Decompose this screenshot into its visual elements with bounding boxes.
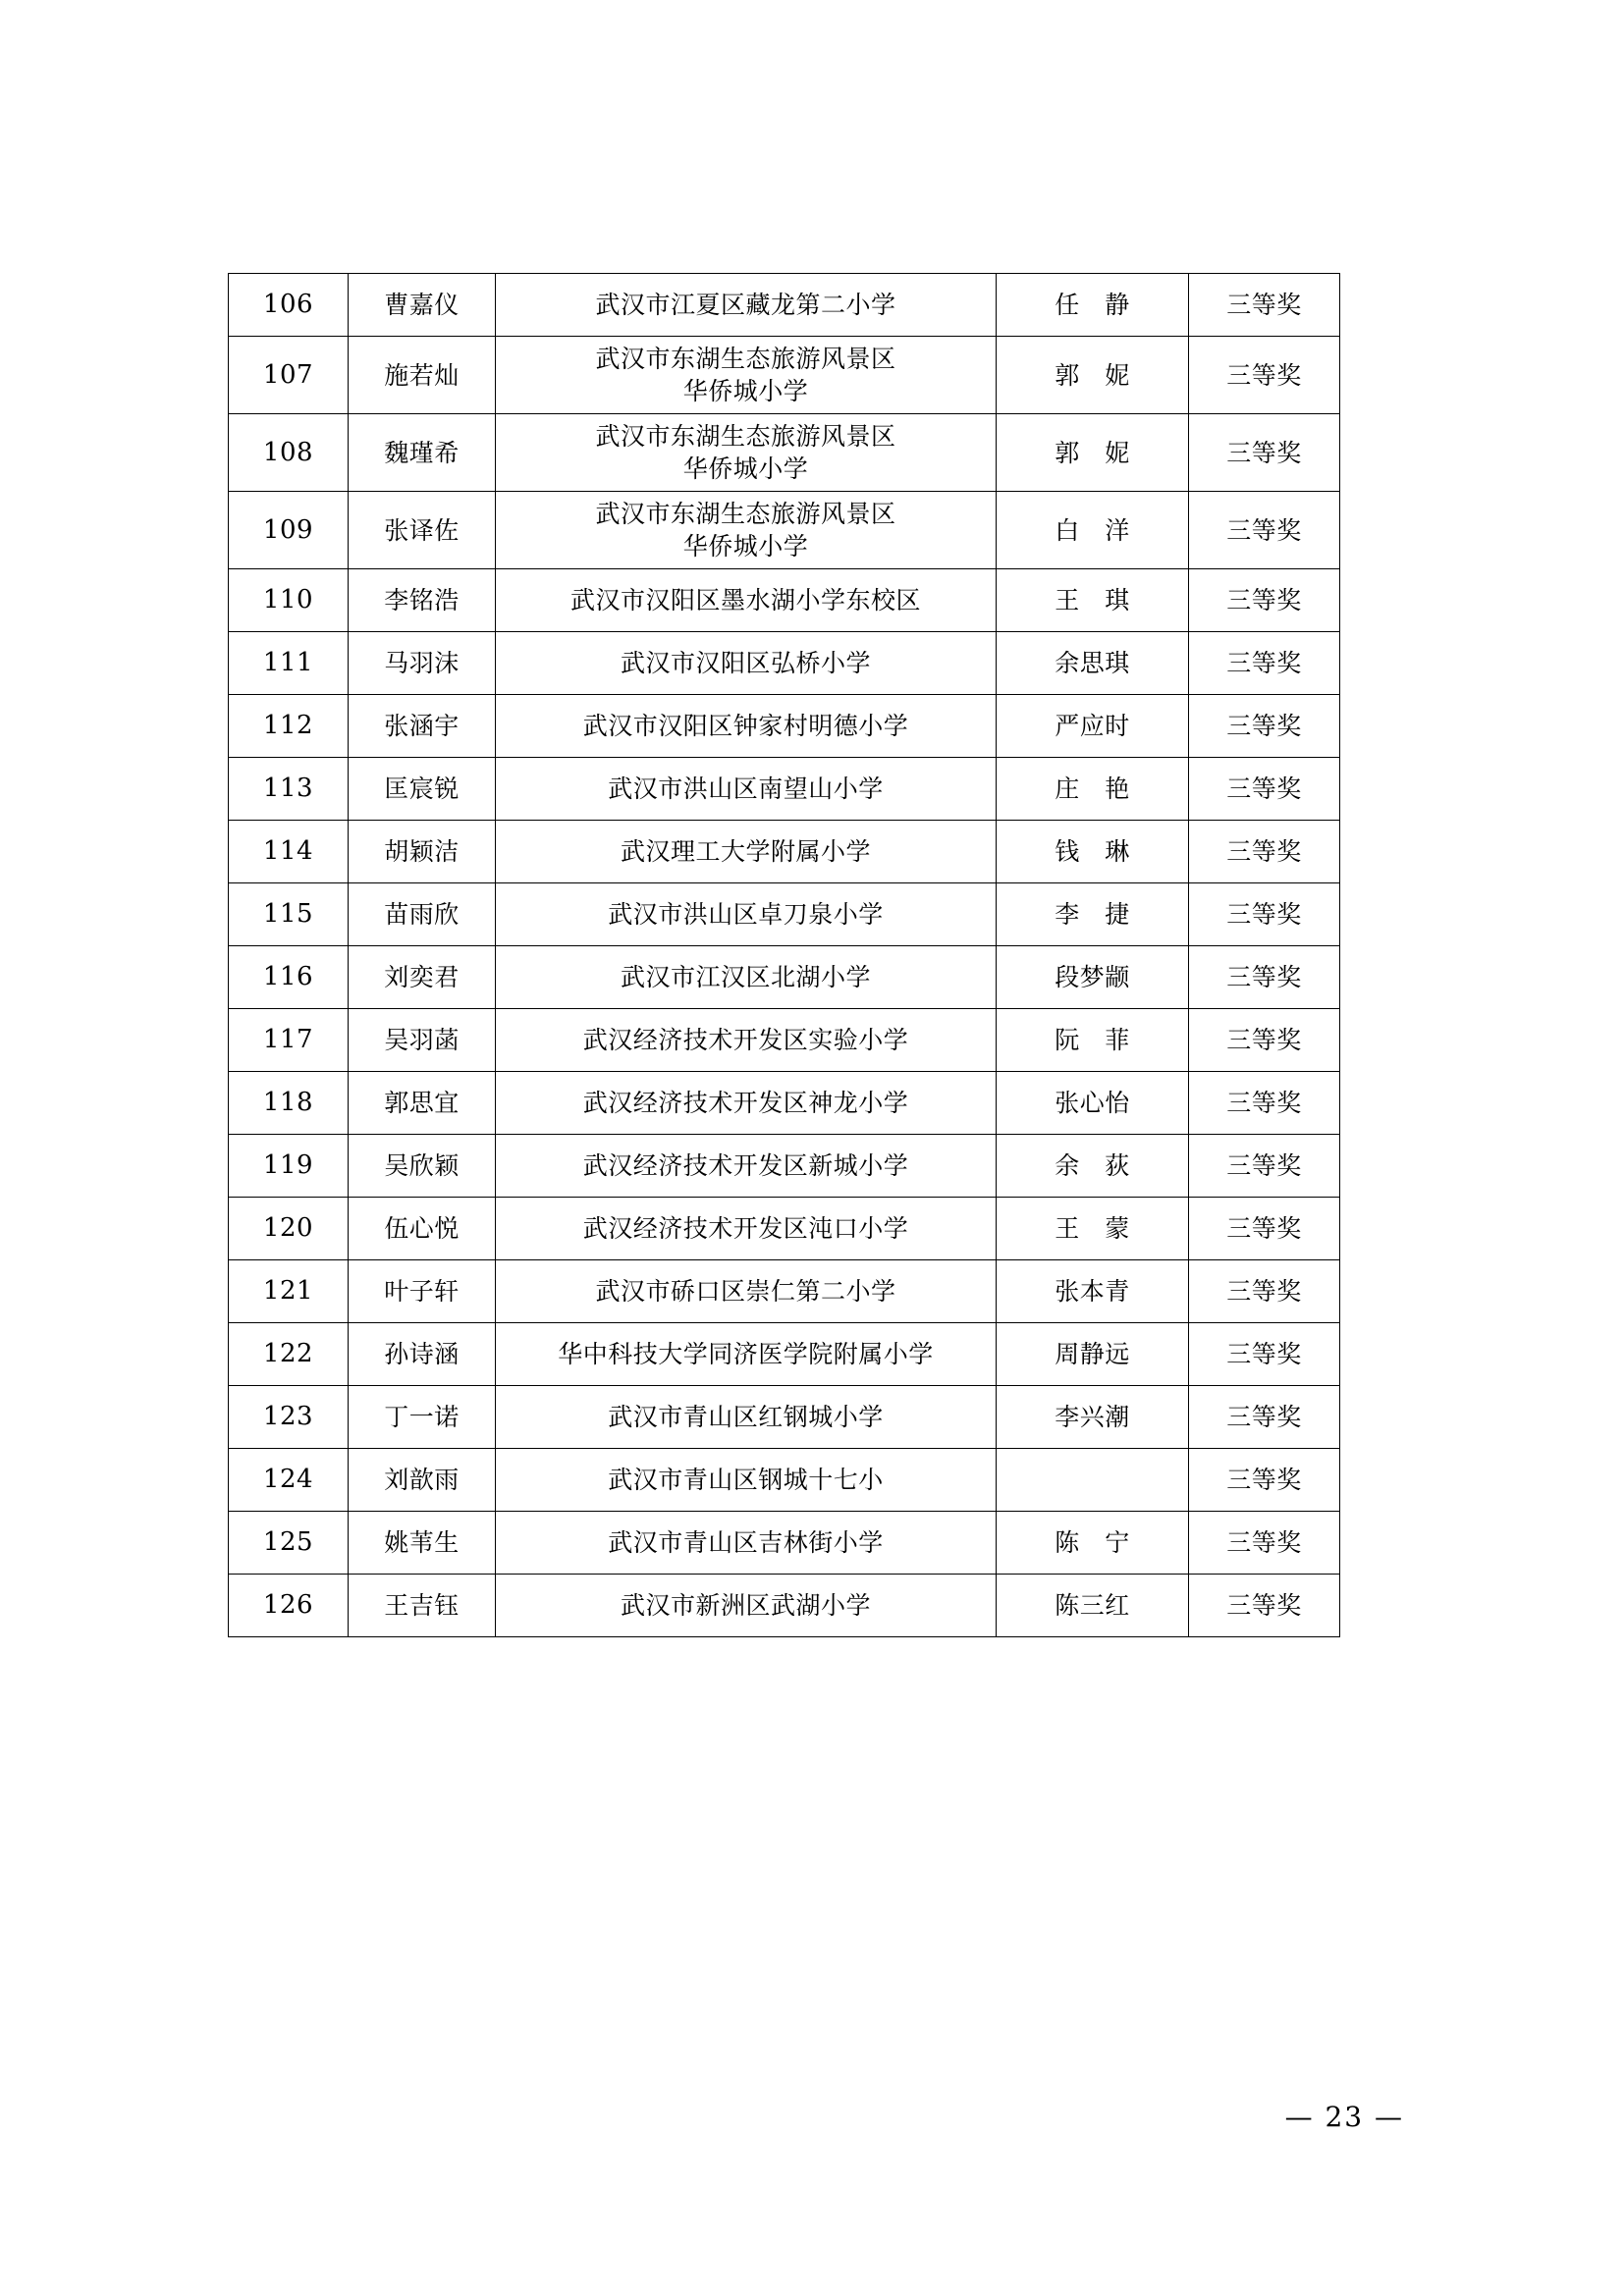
cell-award: 三等奖 — [1189, 1449, 1340, 1512]
cell-school: 武汉市青山区钢城十七小 — [496, 1449, 997, 1512]
cell-teacher: 钱 琳 — [997, 821, 1189, 883]
cell-school: 武汉市青山区红钢城小学 — [496, 1386, 997, 1449]
cell-student-name: 张涵宇 — [349, 695, 496, 758]
cell-number: 121 — [229, 1260, 349, 1323]
cell-school: 华中科技大学同济医学院附属小学 — [496, 1323, 997, 1386]
cell-teacher: 陈 宁 — [997, 1512, 1189, 1575]
cell-number: 112 — [229, 695, 349, 758]
cell-student-name: 丁一诺 — [349, 1386, 496, 1449]
table-row — [229, 337, 1340, 414]
school-line-1: 武汉市东湖生态旅游风景区 — [595, 500, 896, 528]
school-line-2: 华侨城小学 — [682, 532, 809, 561]
school-line-2: 华侨城小学 — [682, 454, 809, 483]
cell-teacher: 周静远 — [997, 1323, 1189, 1386]
cell-student-name: 李铭浩 — [349, 569, 496, 632]
cell-student-name: 叶子轩 — [349, 1260, 496, 1323]
cell-school: 武汉理工大学附属小学 — [496, 821, 997, 883]
cell-student-name: 吴欣颖 — [349, 1135, 496, 1198]
cell-school: 武汉市新洲区武湖小学 — [496, 1575, 997, 1637]
cell-school: 武汉经济技术开发区新城小学 — [496, 1135, 997, 1198]
cell-award: 三等奖 — [1189, 1009, 1340, 1072]
cell-award: 三等奖 — [1189, 821, 1340, 883]
cell-student-name: 张译佐 — [349, 492, 496, 569]
table-row — [229, 883, 1340, 946]
cell-number: 110 — [229, 569, 349, 632]
cell-award: 三等奖 — [1189, 1575, 1340, 1637]
cell-student-name: 郭思宜 — [349, 1072, 496, 1135]
table-row — [229, 946, 1340, 1009]
cell-number: 108 — [229, 414, 349, 492]
cell-school: 武汉经济技术开发区实验小学 — [496, 1009, 997, 1072]
cell-student-name: 吴羽菡 — [349, 1009, 496, 1072]
table-row — [229, 569, 1340, 632]
cell-student-name: 刘歆雨 — [349, 1449, 496, 1512]
cell-number: 114 — [229, 821, 349, 883]
cell-teacher: 李 捷 — [997, 883, 1189, 946]
table-row — [229, 414, 1340, 492]
cell-student-name: 匡宸锐 — [349, 758, 496, 821]
cell-student-name: 刘奕君 — [349, 946, 496, 1009]
school-line-1: 武汉市东湖生态旅游风景区 — [595, 345, 896, 373]
table-row — [229, 1386, 1340, 1449]
cell-number: 123 — [229, 1386, 349, 1449]
cell-teacher: 王 琪 — [997, 569, 1189, 632]
cell-student-name: 苗雨欣 — [349, 883, 496, 946]
cell-award: 三等奖 — [1189, 1386, 1340, 1449]
cell-number: 107 — [229, 337, 349, 414]
cell-school: 武汉市青山区吉林街小学 — [496, 1512, 997, 1575]
cell-award: 三等奖 — [1189, 883, 1340, 946]
cell-award: 三等奖 — [1189, 1323, 1340, 1386]
table-row — [229, 1135, 1340, 1198]
cell-school: 武汉市汉阳区弘桥小学 — [496, 632, 997, 695]
cell-teacher: 余思琪 — [997, 632, 1189, 695]
cell-school: 武汉市汉阳区钟家村明德小学 — [496, 695, 997, 758]
cell-award: 三等奖 — [1189, 569, 1340, 632]
award-list-table — [228, 273, 1340, 1637]
cell-number: 124 — [229, 1449, 349, 1512]
cell-number: 126 — [229, 1575, 349, 1637]
cell-number: 115 — [229, 883, 349, 946]
cell-award: 三等奖 — [1189, 695, 1340, 758]
cell-teacher — [997, 1449, 1189, 1512]
cell-award: 三等奖 — [1189, 632, 1340, 695]
cell-student-name: 孙诗涵 — [349, 1323, 496, 1386]
cell-school: 武汉市江夏区藏龙第二小学 — [496, 274, 997, 337]
table-row — [229, 1323, 1340, 1386]
cell-teacher: 白 洋 — [997, 492, 1189, 569]
cell-school: 武汉市硚口区崇仁第二小学 — [496, 1260, 997, 1323]
cell-teacher: 王 蒙 — [997, 1198, 1189, 1260]
cell-student-name: 马羽沫 — [349, 632, 496, 695]
cell-number: 106 — [229, 274, 349, 337]
cell-teacher: 余 荻 — [997, 1135, 1189, 1198]
cell-school — [496, 414, 997, 492]
cell-student-name: 伍心悦 — [349, 1198, 496, 1260]
table-row — [229, 695, 1340, 758]
cell-award: 三等奖 — [1189, 1198, 1340, 1260]
cell-student-name: 曹嘉仪 — [349, 274, 496, 337]
cell-school: 武汉市江汉区北湖小学 — [496, 946, 997, 1009]
table-row — [229, 821, 1340, 883]
cell-number: 109 — [229, 492, 349, 569]
table-row — [229, 758, 1340, 821]
cell-award: 三等奖 — [1189, 274, 1340, 337]
cell-number: 113 — [229, 758, 349, 821]
cell-award: 三等奖 — [1189, 946, 1340, 1009]
cell-award: 三等奖 — [1189, 492, 1340, 569]
cell-teacher: 陈三红 — [997, 1575, 1189, 1637]
cell-school — [496, 492, 997, 569]
cell-school: 武汉经济技术开发区沌口小学 — [496, 1198, 997, 1260]
table-row — [229, 1512, 1340, 1575]
cell-teacher: 李兴潮 — [997, 1386, 1189, 1449]
table-row — [229, 274, 1340, 337]
page-number: — 23 — — [1284, 2101, 1404, 2133]
cell-number: 118 — [229, 1072, 349, 1135]
school-line-2: 华侨城小学 — [682, 377, 809, 405]
cell-teacher: 严应时 — [997, 695, 1189, 758]
cell-number: 116 — [229, 946, 349, 1009]
cell-award: 三等奖 — [1189, 1072, 1340, 1135]
cell-student-name: 胡颖洁 — [349, 821, 496, 883]
cell-student-name: 施若灿 — [349, 337, 496, 414]
cell-school: 武汉市洪山区南望山小学 — [496, 758, 997, 821]
cell-school: 武汉市洪山区卓刀泉小学 — [496, 883, 997, 946]
cell-teacher: 张心怡 — [997, 1072, 1189, 1135]
table-row — [229, 1198, 1340, 1260]
cell-number: 122 — [229, 1323, 349, 1386]
table-row — [229, 1260, 1340, 1323]
cell-number: 125 — [229, 1512, 349, 1575]
cell-teacher: 郭 妮 — [997, 414, 1189, 492]
cell-school: 武汉市汉阳区墨水湖小学东校区 — [496, 569, 997, 632]
table-row — [229, 1449, 1340, 1512]
cell-award: 三等奖 — [1189, 1512, 1340, 1575]
cell-teacher: 段梦颛 — [997, 946, 1189, 1009]
cell-award: 三等奖 — [1189, 1260, 1340, 1323]
cell-award: 三等奖 — [1189, 414, 1340, 492]
cell-award: 三等奖 — [1189, 758, 1340, 821]
cell-teacher: 阮 菲 — [997, 1009, 1189, 1072]
cell-student-name: 姚苇生 — [349, 1512, 496, 1575]
award-table-body — [229, 274, 1340, 1637]
school-line-1: 武汉市东湖生态旅游风景区 — [595, 422, 896, 451]
cell-number: 119 — [229, 1135, 349, 1198]
table-row — [229, 1072, 1340, 1135]
table-row — [229, 632, 1340, 695]
cell-school: 武汉经济技术开发区神龙小学 — [496, 1072, 997, 1135]
cell-student-name: 王吉钰 — [349, 1575, 496, 1637]
cell-number: 120 — [229, 1198, 349, 1260]
table-row — [229, 492, 1340, 569]
cell-teacher: 任 静 — [997, 274, 1189, 337]
table-row — [229, 1575, 1340, 1637]
cell-teacher: 庄 艳 — [997, 758, 1189, 821]
table-row — [229, 1009, 1340, 1072]
cell-student-name: 魏瑾希 — [349, 414, 496, 492]
cell-teacher: 张本青 — [997, 1260, 1189, 1323]
cell-award: 三等奖 — [1189, 1135, 1340, 1198]
cell-number: 111 — [229, 632, 349, 695]
cell-teacher: 郭 妮 — [997, 337, 1189, 414]
cell-number: 117 — [229, 1009, 349, 1072]
cell-award: 三等奖 — [1189, 337, 1340, 414]
cell-school — [496, 337, 997, 414]
